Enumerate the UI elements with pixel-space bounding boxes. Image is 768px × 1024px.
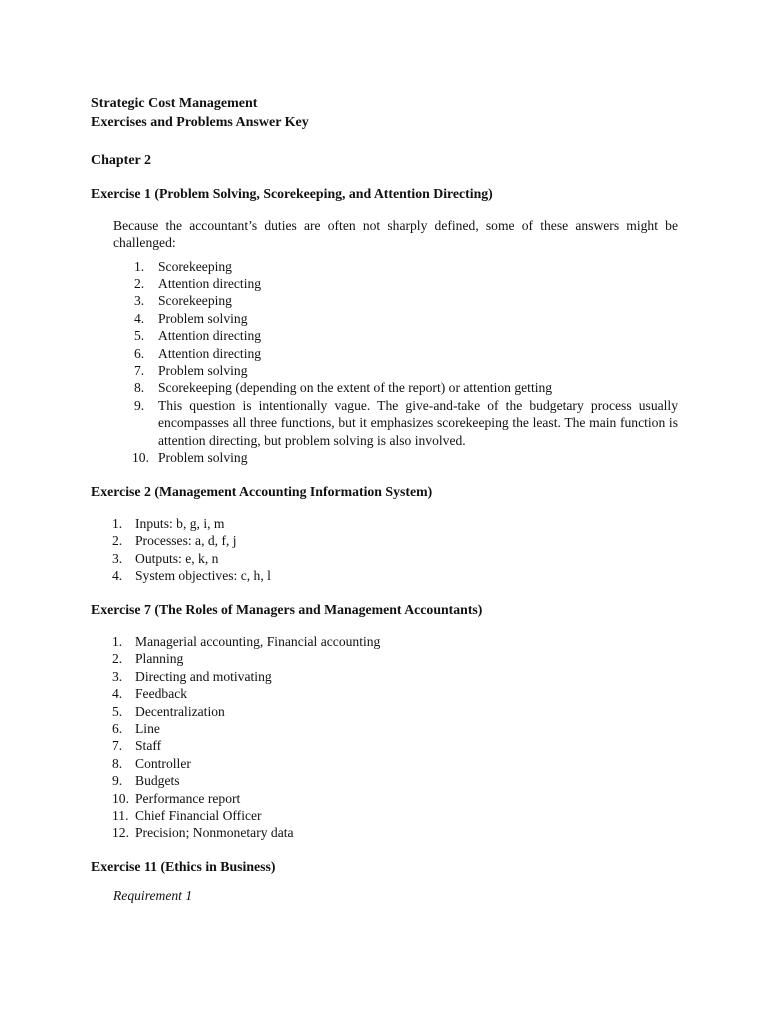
list-item: 9. This question is intentionally vague. The give-and-take of the budgetary process usually encompasses all three functions, but it emphasizes scorekeeping the least. The main function is attention directing, but problem solving is also involved. [134,397,678,448]
list-item: 11. Chief Financial Officer [112,808,262,823]
exercise-1-heading: Exercise 1 (Problem Solving, Scorekeeping, and Attention Directing) [91,186,493,202]
list-item: 7. Staff [112,738,162,754]
list-item: 8. Scorekeeping (depending on the extent of the report) or attention getting [134,380,553,396]
exercise-2-list [91,515,681,585]
list-item: 5. Decentralization [112,703,225,719]
list-item: 9. Budgets [112,773,180,789]
list-item: 4. System objectives: c, h, l [112,568,271,584]
document-page [91,94,681,905]
list-item: 6. Attention directing [134,345,262,361]
doc-title: Strategic Cost Management [91,96,258,111]
list-item: 1. Scorekeeping [134,258,232,274]
exercise-11-heading: Exercise 11 (Ethics in Business) [91,858,276,874]
list-item: 7. Problem solving [134,363,248,379]
list-item: 3. Outputs: e, k, n [112,550,219,566]
list-item: 2. Planning [112,651,184,667]
list-item: 5. Attention directing [134,328,262,344]
list-item: 8. Controller [112,755,191,771]
list-item: 3. Scorekeeping [134,293,232,309]
list-item: 2. Processes: a, d, f, j [112,533,237,549]
doc-subtitle: Exercises and Problems Answer Key [91,115,309,130]
list-item: 10. Performance report [112,790,241,806]
list-item: 10. Problem solving [132,450,248,466]
list-item: 4. Problem solving [134,310,248,326]
exercise-7-heading: Exercise 7 (The Roles of Managers and Management Accountants) [91,601,483,617]
exercise-2-heading: Exercise 2 (Management Accounting Information System) [91,483,433,499]
list-item: 3. Directing and motivating [112,668,272,684]
list-item: 6. Line [112,720,160,736]
chapter-heading: Chapter 2 [91,153,152,168]
list-item: 1. Inputs: b, g, i, m [112,515,225,531]
list-item: 2. Attention directing [134,276,262,292]
list-item: 12. Precision; Nonmonetary data [112,825,294,841]
requirement-label: Requirement 1 [113,888,193,904]
list-item: 4. Feedback [112,686,188,702]
list-item: 1. Managerial accounting, Financial accounting [112,633,381,649]
exercise-1-list [113,258,678,467]
exercise-1-intro: Because the accountant’s duties are often not sharply defined, some of these answers might be challenged: [113,217,678,251]
exercise-7-list [91,633,681,842]
